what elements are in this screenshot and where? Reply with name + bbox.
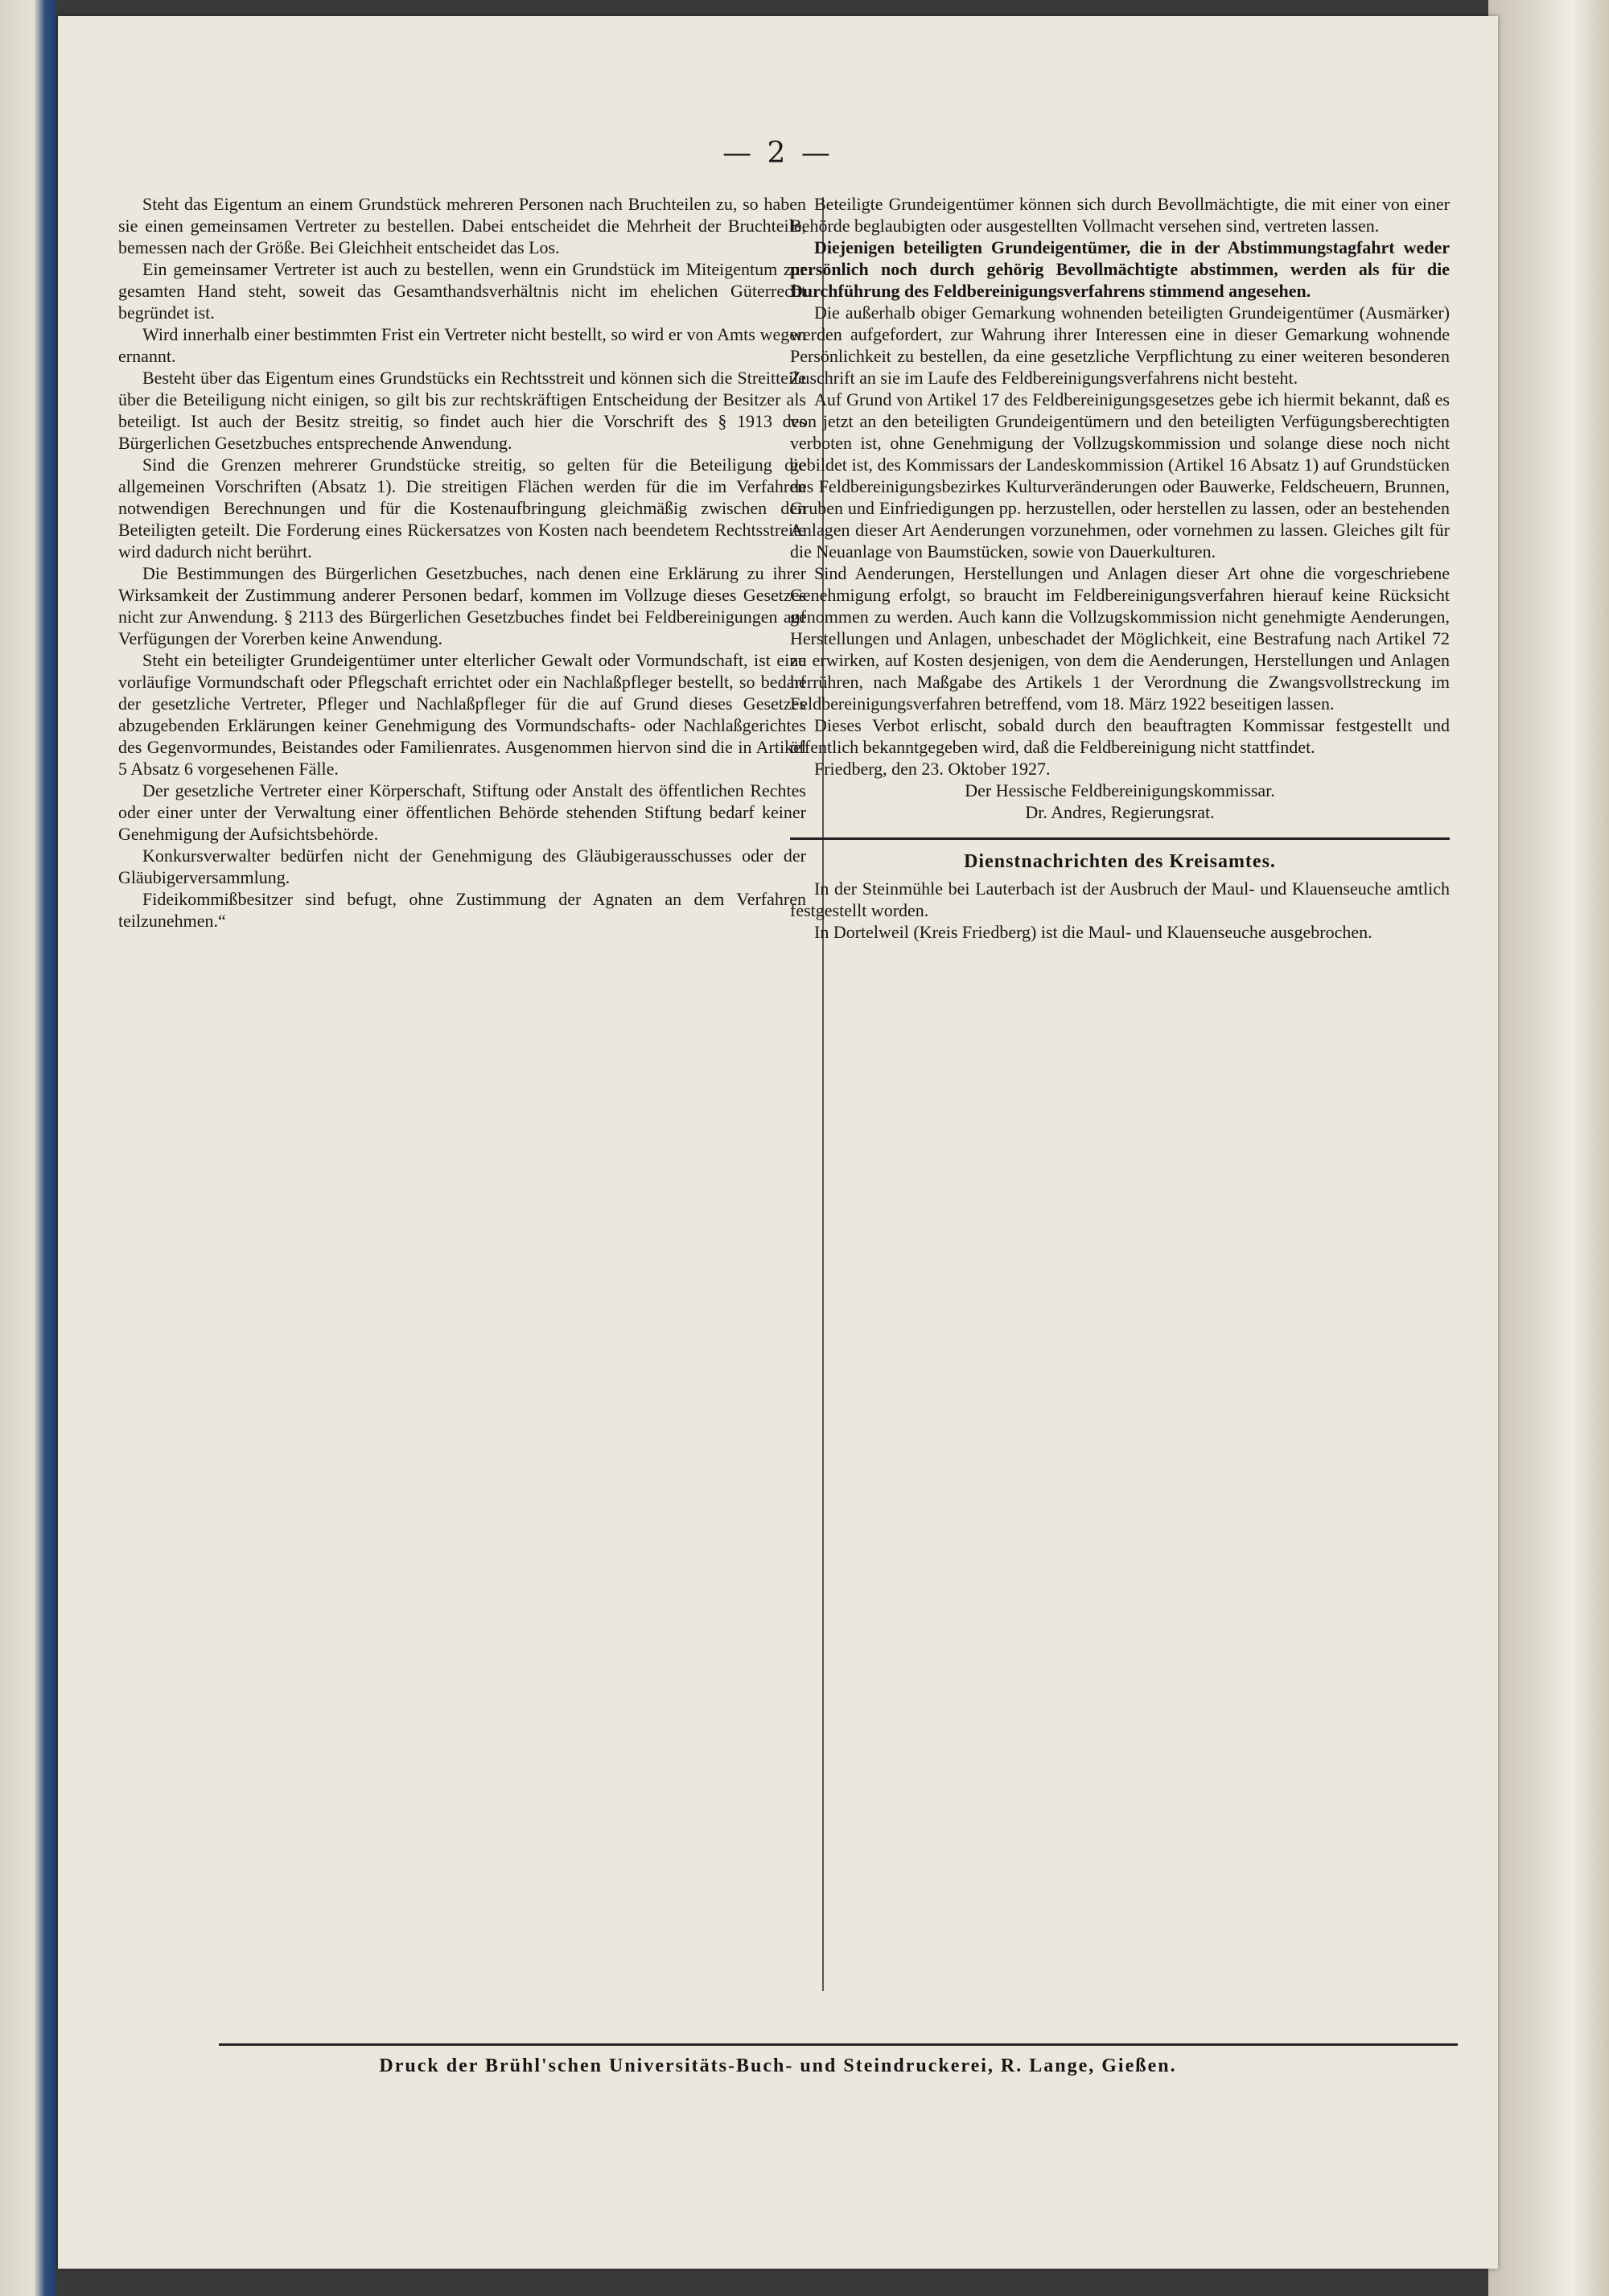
printer-imprint: Druck der Brühl'schen Universitäts-Buch- und Steindruckerei, R. Lange, Gießen.	[379, 2055, 1177, 2076]
paragraph: Steht das Eigentum an einem Grundstück mehreren Personen nach Bruchteilen zu, so haben sie einen gemeinsamen Vertreter zu bestellen. Dabei entscheidet die Mehrheit der Bruchteile, bemessen nach der Größe. Bei Gleichheit entscheidet das Los.	[118, 194, 806, 257]
paragraph: Fideikommißbesitzer sind befugt, ohne Zustimmung der Agnaten an dem Verfahren teilzunehmen.“	[118, 889, 806, 931]
document-page	[58, 16, 1498, 2269]
footer-rule	[219, 2043, 1458, 2046]
paragraph: Konkursverwalter bedürfen nicht der Genehmigung des Gläubigerausschusses oder der Gläubigerversammlung.	[118, 846, 806, 887]
left-column	[118, 193, 806, 932]
paragraph: Besteht über das Eigentum eines Grundstücks ein Rechtsstreit und können sich die Streitteile über die Beteiligung nicht einigen, so gilt bis zur rechtskräftigen Entscheidung der Besitzer als beteiligt. Ist auch der Besitz streitig, so findet auch hier die Vorschrift des § 1913 des Bürgerlichen Gesetzbuches entsprechende Anwendung.	[118, 368, 806, 453]
signature-name: Dr. Andres, Regierungsrat.	[1025, 802, 1215, 822]
page-number: — 2 —	[722, 137, 833, 170]
paragraph: Auf Grund von Artikel 17 des Feldbereinigungsgesetzes gebe ich hiermit bekannt, daß es von jetzt an den beteiligten Grundeigentümern und den beteiligten Verfügungsberechtigten verboten ist, ohne Genehmigung der Vollzugskommission und solange diese noch nicht gebildet ist, des Kommissars der Landeskommission (Artikel 16 Absatz 1) auf Grundstücken des Feldbereinigungsbezirkes Kulturveränderungen oder Bauwerke, Feldscheuern, Brunnen, Gruben und Einfriedigungen pp. herzustellen, oder herstellen zu lassen, oder an bestehenden Anlagen dieser Art Aenderungen vorzunehmen, oder vornehmen zu lassen. Gleiches gilt für die Neuanlage von Baumstücken, sowie von Dauerkulturen.	[790, 389, 1450, 562]
paragraph-bold: Diejenigen beteiligten Grundeigentümer, die in der Abstimmungstagfahrt weder persönlich noch durch gehörig Bevollmächtigte abstimmen, werden als für die Durchführung des Feldbereinigungsverfahrens stimmend angesehen.	[790, 237, 1450, 301]
section-heading: Dienstnachrichten des Kreisamtes.	[964, 851, 1276, 872]
notice: In der Steinmühle bei Lauterbach ist der Ausbruch der Maul- und Klauenseuche amtlich festgestellt worden.	[790, 878, 1450, 920]
notice: In Dortelweil (Kreis Friedberg) ist die Maul- und Klauenseuche ausgebrochen.	[814, 922, 1372, 942]
paragraph: Wird innerhalb einer bestimmten Frist ein Vertreter nicht bestellt, so wird er von Amts wegen ernannt.	[118, 324, 806, 366]
book-binding-right	[1488, 0, 1609, 2296]
paragraph: Beteiligte Grundeigentümer können sich durch Bevollmächtigte, die mit einer von einer Behörde beglaubigten oder ausgestellten Vollmacht versehen sind, vertreten lassen.	[790, 194, 1450, 236]
right-column	[790, 193, 1450, 943]
paragraph: Die außerhalb obiger Gemarkung wohnenden beteiligten Grundeigentümer (Ausmärker) werden aufgefordert, zur Wahrung ihrer Interessen eine in dieser Gemarkung wohnende Persönlichkeit zu bestellen, da eine gesetzliche Verpflichtung zu einer weiteren besonderen Zuschrift an sie im Laufe des Feldbereinigungsverfahrens nicht besteht.	[790, 302, 1450, 388]
paragraph: Der gesetzliche Vertreter einer Körperschaft, Stiftung oder Anstalt des öffentlichen Rechtes oder einer unter der Verwaltung einer öffentlichen Behörde stehenden Stiftung bedarf keiner Genehmigung der Aufsichtsbehörde.	[118, 780, 806, 844]
paragraph: Die Bestimmungen des Bürgerlichen Gesetzbuches, nach denen eine Erklärung zu ihrer Wirksamkeit der Zustimmung anderer Personen bedarf, kommen im Vollzuge dieses Gesetzes nicht zur Anwendung. § 2113 des Bürgerlichen Gesetzbuches findet bei Feldbereinigungen auf Verfügungen der Vorerben keine Anwendung.	[118, 563, 806, 648]
signature-title: Der Hessische Feldbereinigungskommissar.	[965, 780, 1275, 800]
paragraph: Steht ein beteiligter Grundeigentümer unter elterlicher Gewalt oder Vormundschaft, ist eine vorläufige Vormundschaft oder Pflegschaft errichtet oder ein Nachlaßpfleger bestellt, so bedarf der gesetzliche Vertreter, Pfleger und Nachlaßpfleger für die auf Grund dieses Gesetzes abzugebenden Erklärungen keiner Genehmigung des Vormundschafts- oder Nachlaßgerichtes des Gegenvormundes, Beistandes oder Familienrates. Ausgenommen hiervon sind die in Artikel 5 Absatz 6 vorgesehenen Fälle.	[118, 650, 806, 779]
paragraph: Ein gemeinsamer Vertreter ist auch zu bestellen, wenn ein Grundstück im Miteigentum zur gesamten Hand steht, soweit das Gesamthandsverhältnis nicht im ehelichen Güterrecht begründet ist.	[118, 259, 806, 323]
paragraph: Dieses Verbot erlischt, sobald durch den beauftragten Kommissar festgestellt und öffentlich bekanntgegeben wird, daß die Feldbereinigung nicht stattfindet.	[790, 715, 1450, 757]
section-rule	[790, 837, 1450, 840]
book-binding-left	[0, 0, 56, 2296]
date-line: Friedberg, den 23. Oktober 1927.	[814, 759, 1051, 779]
paragraph: Sind die Grenzen mehrerer Grundstücke streitig, so gelten für die Beteiligung die allgemeinen Vorschriften (Absatz 1). Die streitigen Flächen werden für die im Verfahren notwendigen Berechnungen und für die Kostenaufbringung gleichmäßig zwischen den Beteiligten geteilt. Die Forderung eines Rückersatzes von Kosten nach beendetem Rechtsstreite wird dadurch nicht berührt.	[118, 455, 806, 562]
paragraph: Sind Aenderungen, Herstellungen und Anlagen dieser Art ohne die vorgeschriebene Genehmigung erfolgt, so braucht im Feldbereinigungsverfahren hierauf keine Rücksicht genommen zu werden. Auch kann die Vollzugskommission nicht genehmigte Aenderungen, Herstellungen und Anlagen, unbeschadet der Möglichkeit, eine Bestrafung nach Artikel 72 zu erwirken, auf Kosten desjenigen, von dem die Aenderungen, Herstellungen und Anlagen herrühren, nach Maßgabe des Artikels 1 der Verordnung die Zwangsvollstreckung im Feldbereinigungsverfahren betreffend, vom 18. März 1922 beseitigen lassen.	[790, 563, 1450, 714]
